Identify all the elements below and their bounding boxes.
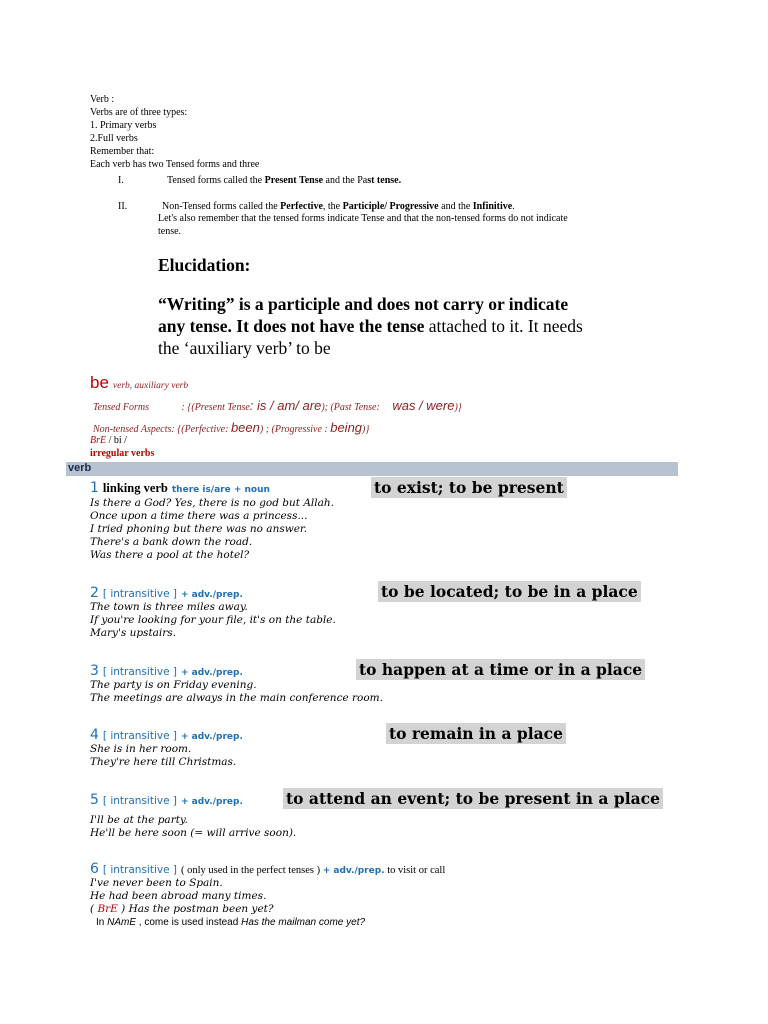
item-bold: st tense. [367, 175, 402, 186]
sense-grammar: + adv./prep. [322, 866, 385, 876]
list-number: I. [118, 175, 124, 186]
example: They're here till Christmas. [90, 756, 237, 768]
sense-header [90, 860, 445, 878]
example: She is in her room. [90, 743, 192, 755]
name-example: Has the mailman come yet? [241, 917, 366, 928]
sense-number: 4 [90, 727, 99, 743]
section-bar [66, 462, 678, 476]
sense-definition: to happen at a time or in a place [356, 659, 645, 680]
sense-grammar: + adv./prep. [180, 797, 243, 807]
item-text: . [512, 201, 515, 212]
item-bold: Perfective [280, 201, 323, 212]
intro-line: 2.Full verbs [90, 133, 138, 144]
bre-example: ) Has the postman been yet? [117, 903, 274, 915]
sense-definition: to remain in a place [386, 723, 566, 744]
item-bold: Participle/ Progressive [342, 201, 439, 212]
example [90, 903, 274, 916]
sense-label: [ intransitive ] [102, 795, 177, 807]
sense-number: 2 [90, 585, 99, 601]
list-item [162, 201, 515, 213]
item-bold: Present Tense [264, 175, 324, 186]
sense-header [90, 662, 243, 680]
elucidation-bold: any tense. It does not have the tense [158, 316, 425, 336]
nontensed-close: )} [362, 424, 370, 435]
tensed-forms-line [93, 398, 462, 413]
bre-label: BrE [90, 435, 107, 446]
sense-number: 5 [90, 792, 99, 808]
tensed-open: : {(Present Tense [181, 402, 250, 413]
sense-header [90, 726, 243, 744]
sense-definition: to be located; to be in a place [378, 581, 641, 602]
item-bold: Infinitive [472, 201, 513, 212]
example: I've never been to Spain. [90, 877, 223, 889]
example: He had been abroad many times. [90, 890, 267, 902]
intro-line: Remember that: [90, 146, 155, 157]
elucidation-text: attached to it. It needs [424, 316, 583, 336]
past-forms: was / were [392, 398, 455, 413]
sense-header [90, 479, 270, 497]
sense-number: 1 [90, 480, 99, 496]
part-of-speech: verb, auxiliary verb [112, 381, 189, 391]
sense-header [90, 791, 243, 809]
example: If you're looking for your file, it's on the table. [90, 614, 336, 626]
bre-label: BrE [97, 903, 118, 915]
sense-grammar: + adv./prep. [180, 668, 243, 678]
sense-definition: to attend an event; to be present in a place [283, 788, 663, 809]
pronunciation: / bi / [106, 435, 127, 446]
pronunciation-line [90, 435, 127, 447]
example: Is there a God? Yes, there is no god but Allah. [90, 497, 335, 509]
name-label: NAmE [107, 917, 137, 928]
remember-line: Let's also remember that the tensed forms indicate Tense and that the non-tensed forms do not indicate [158, 213, 568, 224]
example: I tried phoning but there was no answer. [90, 523, 308, 535]
intro-line: 1. Primary verbs [90, 120, 157, 131]
sense-label: [ intransitive ] [102, 730, 177, 742]
item-text: and the Pa [323, 175, 368, 186]
nontensed-label: Non-tensed Aspects: {(Perfective: [93, 424, 229, 435]
item-text: and the [438, 201, 473, 212]
section-label: verb [68, 462, 92, 474]
example: The party is on Friday evening. [90, 679, 257, 691]
example: I'll be at the party. [90, 814, 188, 826]
sense-label: linking verb [102, 481, 168, 495]
sense-header [90, 584, 243, 602]
tensed-label: Tensed Forms [93, 402, 150, 413]
example: Mary's upstairs. [90, 627, 177, 639]
sense-definition: to visit or call [384, 865, 446, 876]
list-item [167, 175, 401, 187]
tensed-close: )} [454, 402, 462, 413]
example: He'll be here soon (= will arrive soon). [90, 827, 297, 839]
usage-note [96, 917, 365, 928]
intro-line: Verbs are of three types: [90, 107, 188, 118]
usage-note-text: In [96, 917, 108, 928]
tensed-mid: ); (Past Tense: [321, 402, 380, 413]
item-text: Tensed forms called the [167, 175, 265, 186]
irregular-verbs-link[interactable]: irregular verbs [90, 448, 155, 459]
perfective-form: been [230, 420, 260, 435]
intro-line: Each verb has two Tensed forms and three [90, 159, 260, 170]
example: Was there a pool at the hotel? [90, 549, 250, 561]
intro-line: Verb : [90, 94, 115, 105]
elucidation-line: the ‘auxiliary verb’ to be [158, 338, 331, 358]
bre-open: ( [90, 903, 98, 915]
present-forms: : is / am/ are [249, 398, 322, 413]
sense-label: [ intransitive ] [102, 588, 177, 600]
usage-note-text: , come is used instead [136, 917, 242, 928]
progressive-form: being [330, 420, 363, 435]
headword: be [90, 373, 109, 392]
sense-number: 3 [90, 663, 99, 679]
sense-definition: to exist; to be present [371, 477, 567, 498]
remember-line: tense. [158, 226, 182, 237]
item-text: , the [322, 201, 343, 212]
item-text: Non-Tensed forms called the [162, 201, 281, 212]
sense-grammar: + adv./prep. [180, 732, 243, 742]
example: There's a bank down the road. [90, 536, 253, 548]
example: The town is three miles away. [90, 601, 248, 613]
example: The meetings are always in the main conference room. [90, 692, 383, 704]
sense-grammar: + adv./prep. [180, 590, 243, 600]
sense-label: [ intransitive ] [102, 864, 177, 876]
entry-headword-line [90, 373, 188, 393]
elucidation-line: “Writing” is a participle and does not carry or indicate [158, 294, 569, 314]
nontensed-line [93, 420, 369, 435]
example: Once upon a time there was a princess... [90, 510, 308, 522]
elucidation-line [158, 316, 583, 337]
list-number: II. [118, 201, 128, 212]
elucidation-heading: Elucidation: [158, 255, 251, 275]
sense-note: ( only used in the perfect tenses ) [180, 865, 323, 876]
nontensed-mid: ) ; (Progressive : [259, 424, 328, 435]
sense-label: [ intransitive ] [102, 666, 177, 678]
sense-grammar: there is/are + noun [171, 485, 270, 495]
sense-number: 6 [90, 861, 99, 877]
